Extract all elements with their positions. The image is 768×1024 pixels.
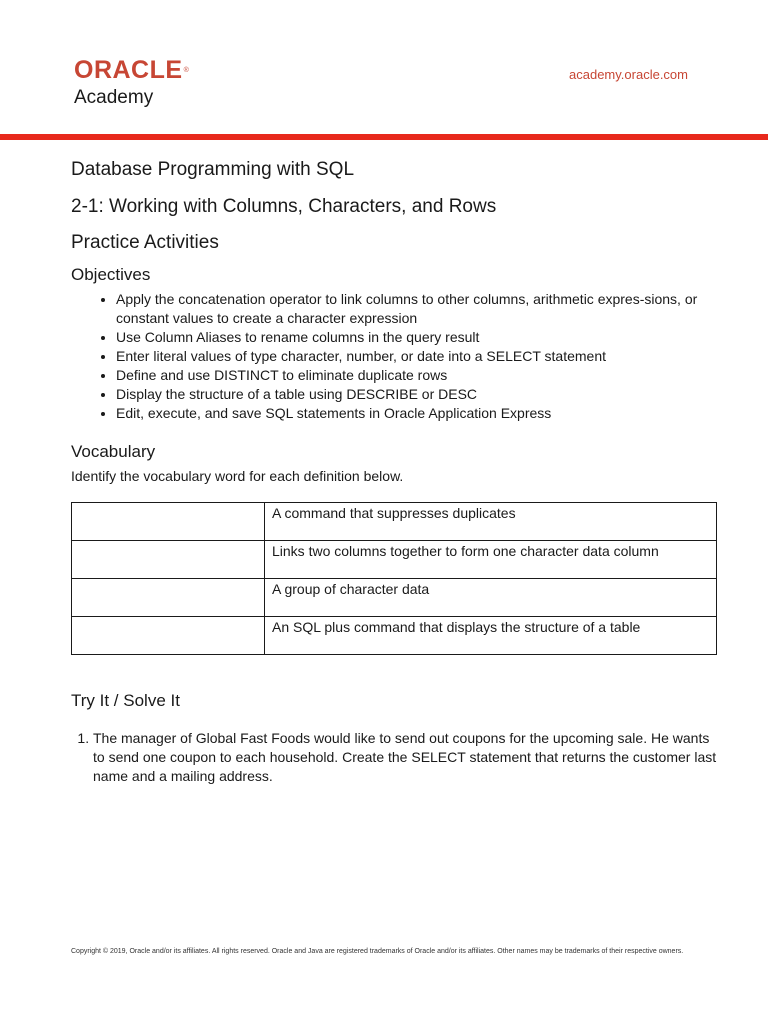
- vocabulary-term-cell[interactable]: [72, 617, 265, 655]
- objective-item: • Apply the concatenation operator to link columns to other columns, arithmetic expres-sions, or constant values to create a character expression: [116, 290, 717, 328]
- vocabulary-term-cell[interactable]: [72, 503, 265, 541]
- vocabulary-definition-cell: A group of character data: [265, 579, 717, 617]
- vocabulary-definition-cell: An SQL plus command that displays the structure of a table: [265, 617, 717, 655]
- try-it-heading: Try It / Solve It: [71, 691, 180, 710]
- logo-wordmark-text: ORACLE: [74, 56, 183, 84]
- site-link[interactable]: academy.oracle.com: [569, 67, 688, 82]
- course-title: Database Programming with SQL: [71, 159, 355, 180]
- logo-subtitle: Academy: [74, 87, 154, 108]
- header-divider: [0, 134, 768, 140]
- task-item: 1. The manager of Global Fast Foods would like to send out coupons for the upcoming sale. He wants to send one coupon to each household. Create the SELECT statement that returns the customer last name and a mailing address.: [93, 729, 717, 786]
- table-row: [72, 579, 717, 617]
- vocabulary-table: [71, 502, 717, 655]
- copyright-footer: Copyright © 2019, Oracle and/or its affiliates. All rights reserved. Oracle and Java are registered trademarks of Oracle and/or its affiliates. Other names may be trademarks of their respective owners.: [71, 948, 684, 955]
- vocabulary-term-cell[interactable]: [72, 541, 265, 579]
- document-body: [71, 158, 717, 786]
- vocabulary-term-cell[interactable]: [72, 579, 265, 617]
- lesson-title: 2-1: Working with Columns, Characters, and Rows: [71, 196, 497, 217]
- table-row: [72, 503, 717, 541]
- objective-item: • Enter literal values of type character, number, or date into a SELECT statement: [116, 347, 717, 366]
- task-list: [71, 729, 717, 786]
- objectives-heading: Objectives: [71, 265, 151, 284]
- activity-title: Practice Activities: [71, 232, 219, 253]
- logo-wordmark: [74, 58, 189, 83]
- objective-item: • Define and use DISTINCT to eliminate duplicate rows: [116, 366, 717, 385]
- objectives-list: [71, 290, 717, 423]
- objective-item: • Display the structure of a table using DESCRIBE or DESC: [116, 385, 717, 404]
- table-row: [72, 541, 717, 579]
- vocabulary-definition-cell: A command that suppresses duplicates: [265, 503, 717, 541]
- oracle-academy-logo: [74, 58, 189, 108]
- logo-trademark: ®: [183, 67, 190, 74]
- vocabulary-instruction: Identify the vocabulary word for each definition below.: [71, 468, 404, 484]
- objective-item: • Edit, execute, and save SQL statements in Oracle Application Express: [116, 404, 717, 423]
- vocabulary-heading: Vocabulary: [71, 442, 156, 461]
- objective-item: • Use Column Aliases to rename columns in the query result: [116, 328, 717, 347]
- table-row: [72, 617, 717, 655]
- vocabulary-definition-cell: Links two columns together to form one character data column: [265, 541, 717, 579]
